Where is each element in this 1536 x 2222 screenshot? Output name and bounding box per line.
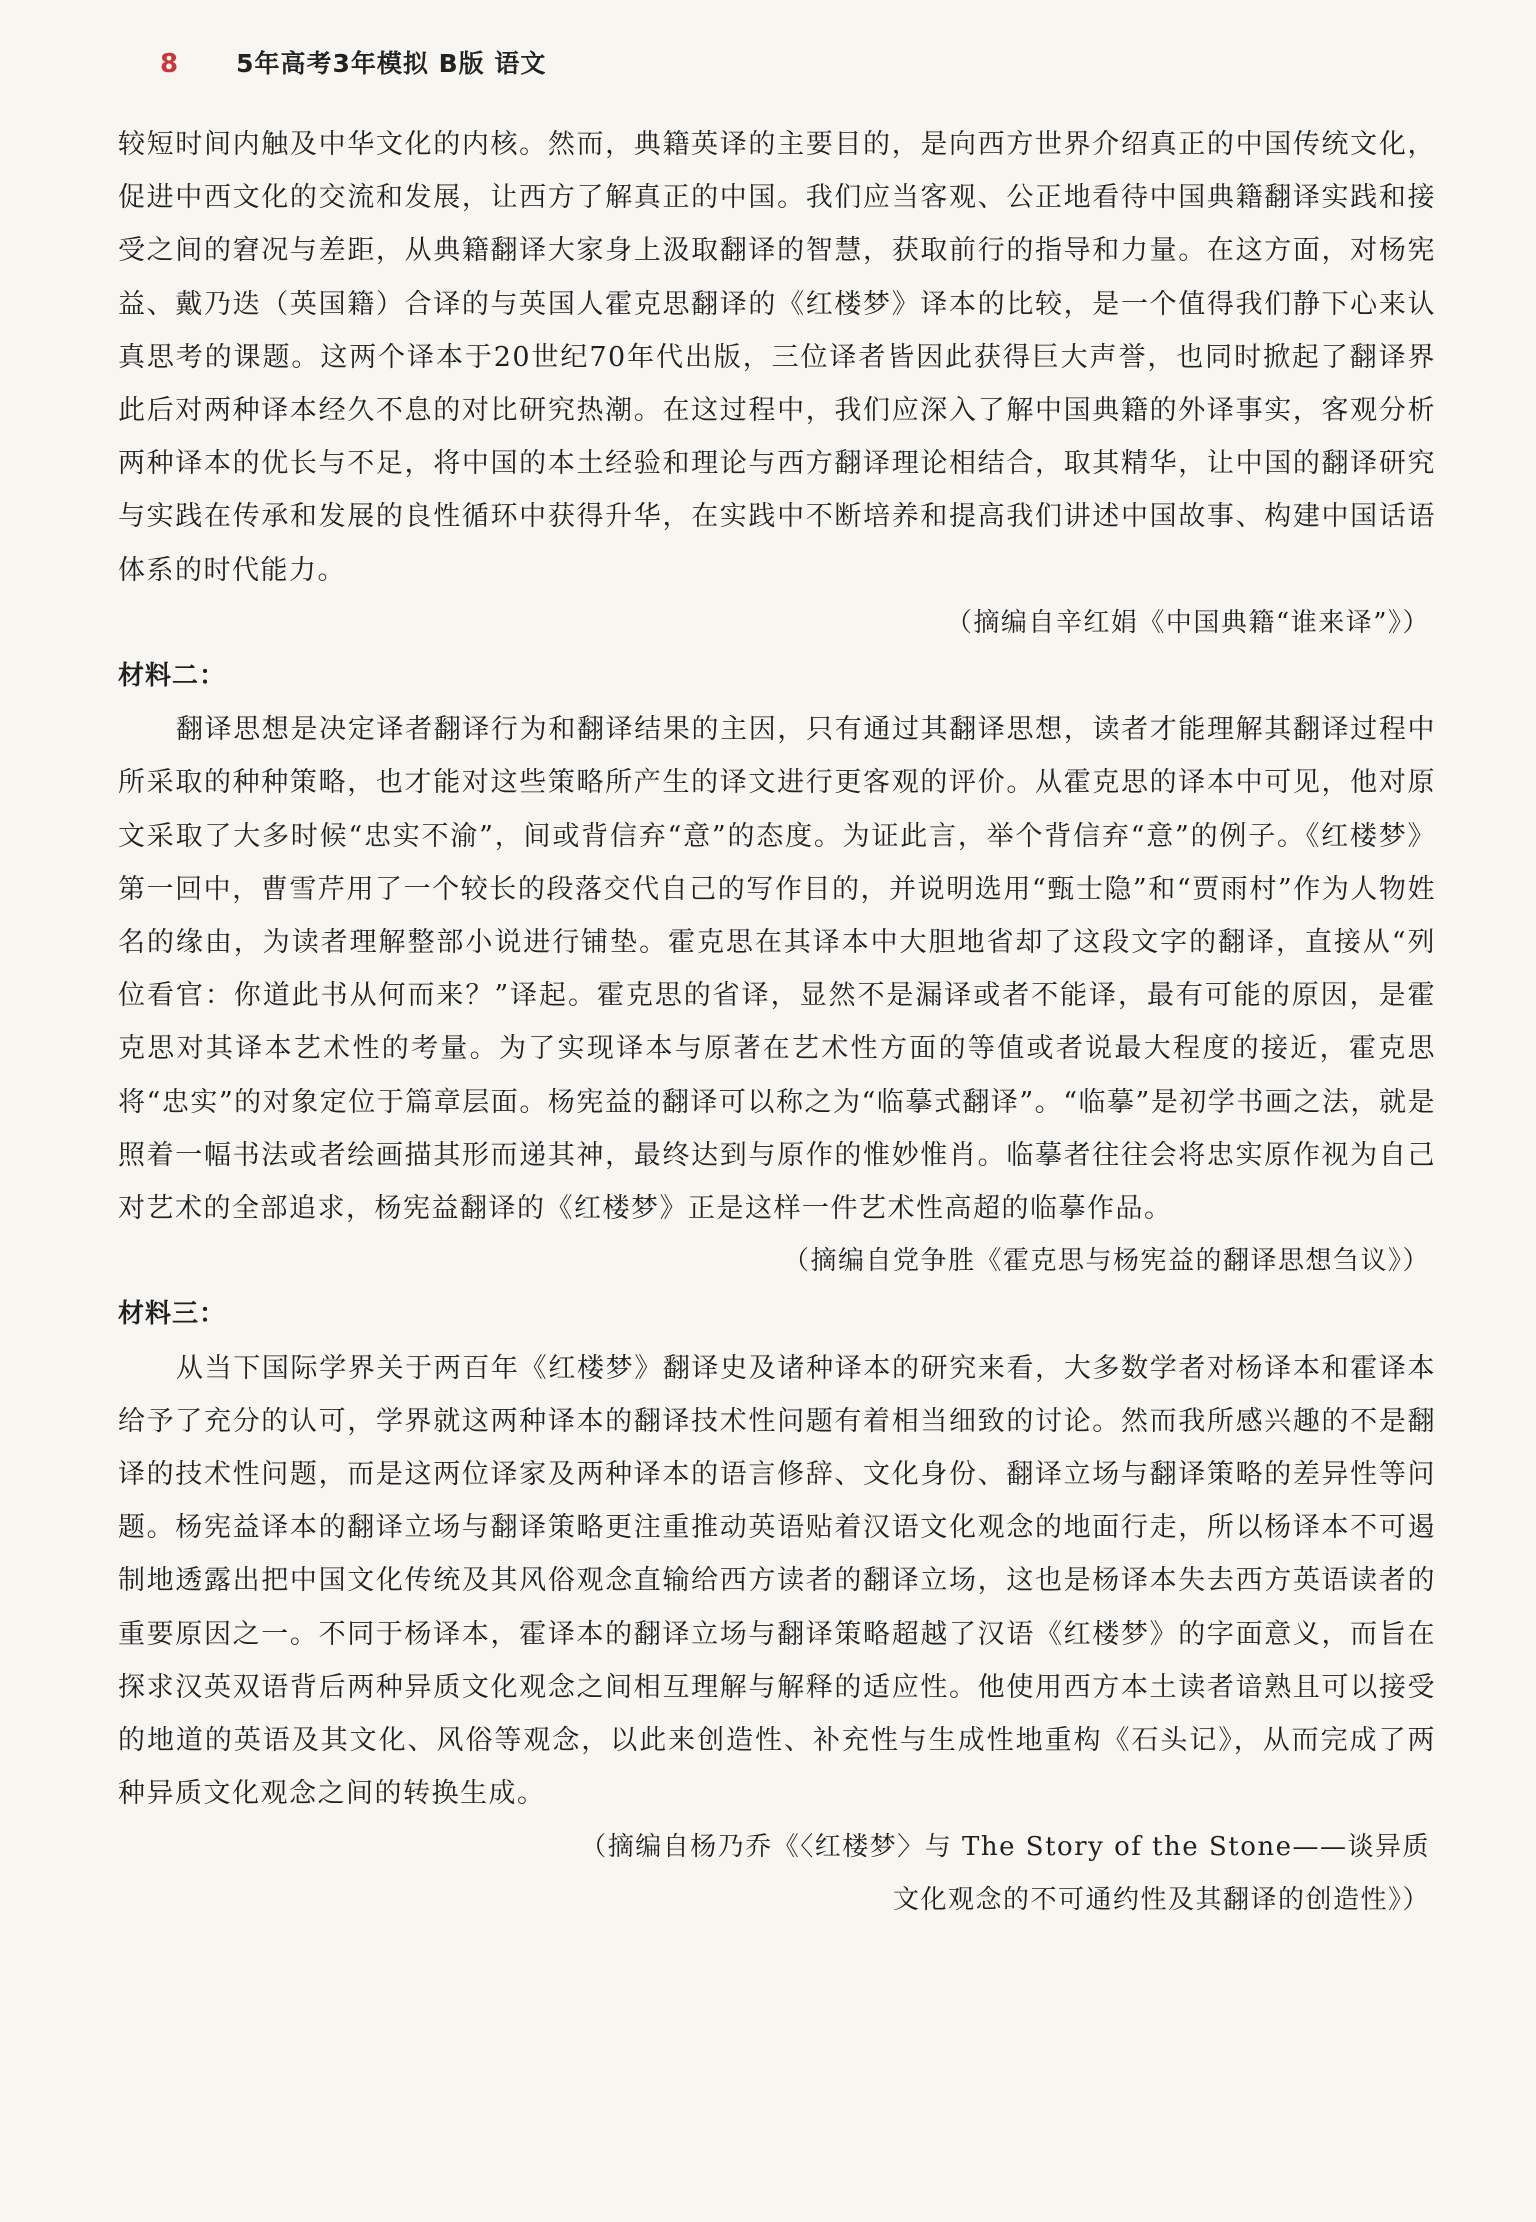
material3-heading: 材料三： (118, 1299, 227, 1330)
document-body (118, 118, 1436, 1927)
material3-source-line2: 文化观念的不可通约性及其翻译的创造性》） (892, 1884, 1430, 1915)
material1-continuation: 较短时间内触及中华文化的内核。然而，典籍英译的主要目的，是向西方世界介绍真正的中国传统文化，促进中西文化的交流和发展，让西方了解真正的中国。我们应当客观、公正地看待中国典籍翻译实践和接受之间的窘况与差距，从典籍翻译大家身上汲取翻译的智慧，获取前行的指导和力量。在这方面，对杨宪益、戴乃迭（英国籍）合译的与英国人霍克思翻译的《红楼梦》译本的比较，是一个值得我们静下心来认真思考的课题。这两个译本于20世纪70年代出版，三位译者皆因此获得巨大声誉，也同时掀起了翻译界此后对两种译本经久不息的对比研究热潮。在这过程中，我们应深入了解中国典籍的外译事实，客观分析两种译本的优长与不足，将中国的本土经验和理论与西方翻译理论相结合，取其精华，让中国的翻译研究与实践在传承和发展的良性循环中获得升华，在实践中不断培养和提高我们讲述中国故事、构建中国话语体系的时代能力。 (118, 129, 1436, 586)
material1-source: （摘编自辛红娟《中国典籍“谁来译”》） (945, 607, 1430, 638)
material3-source-line1: （摘编自杨乃乔《〈红楼梦〉与 The Story of the Stone——谈异质 (580, 1831, 1430, 1862)
material2-heading: 材料二： (118, 661, 227, 692)
material2-source: （摘编自党争胜《霍克思与杨宪益的翻译思想刍议》） (782, 1246, 1430, 1277)
material3-text: 从当下国际学界关于两百年《红楼梦》翻译史及诸种译本的研究来看，大多数学者对杨译本和霍译本给予了充分的认可，学界就这两种译本的翻译技术性问题有着相当细致的讨论。然而我所感兴趣的不是翻译的技术性问题，而是这两位译家及两种译本的语言修辞、文化身份、翻译立场与翻译策略的差异性等问题。杨宪益译本的翻译立场与翻译策略更注重推动英语贴着汉语文化观念的地面行走，所以杨译本不可遏制地透露出把中国文化传统及其风俗观念直输给西方读者的翻译立场，这也是杨译本失去西方英语读者的重要原因之一。不同于杨译本，霍译本的翻译立场与翻译策略超越了汉语《红楼梦》的字面意义，而旨在探求汉英双语背后两种异质文化观念之间相互理解与解释的适应性。他使用西方本土读者谙熟且可以接受的地道的英语及其文化、风俗等观念，以此来创造性、补充性与生成性地重构《石头记》，从而完成了两种异质文化观念之间的转换生成。 (118, 1352, 1436, 1810)
book-title: 5年高考3年模拟 B版 语文 (236, 49, 547, 78)
material3-source (570, 1821, 1436, 1927)
material2-text: 翻译思想是决定译者翻译行为和翻译结果的主因，只有通过其翻译思想，读者才能理解其翻译过程中所采取的种种策略，也才能对这些策略所产生的译文进行更客观的评价。从霍克思的译本中可见，他对原文采取了大多时候“忠实不渝”，间或背信弃“意”的态度。为证此言，举个背信弃“意”的例子。《红楼梦》第一回中，曹雪芹用了一个较长的段落交代自己的写作目的，并说明选用“甄士隐”和“贾雨村”作为人物姓名的缘由，为读者理解整部小说进行铺垫。霍克思在其译本中大胆地省却了这段文字的翻译，直接从“列位看官：你道此书从何而来？”译起。霍克思的省译，显然不是漏译或者不能译，最有可能的原因，是霍克思对其译本艺术性的考量。为了实现译本与原著在艺术性方面的等值或者说最大程度的接近，霍克思将“忠实”的对象定位于篇章层面。杨宪益的翻译可以称之为“临摹式翻译”。“临摹”是初学书画之法，就是照着一幅书法或者绘画描其形而递其神，最终达到与原作的惟妙惟肖。临摹者往往会将忠实原作视为自己对艺术的全部追求，杨宪益翻译的《红楼梦》正是这样一件艺术性高超的临摹作品。 (118, 714, 1436, 1225)
page-number: 8 (160, 49, 179, 79)
page-header (160, 44, 546, 84)
